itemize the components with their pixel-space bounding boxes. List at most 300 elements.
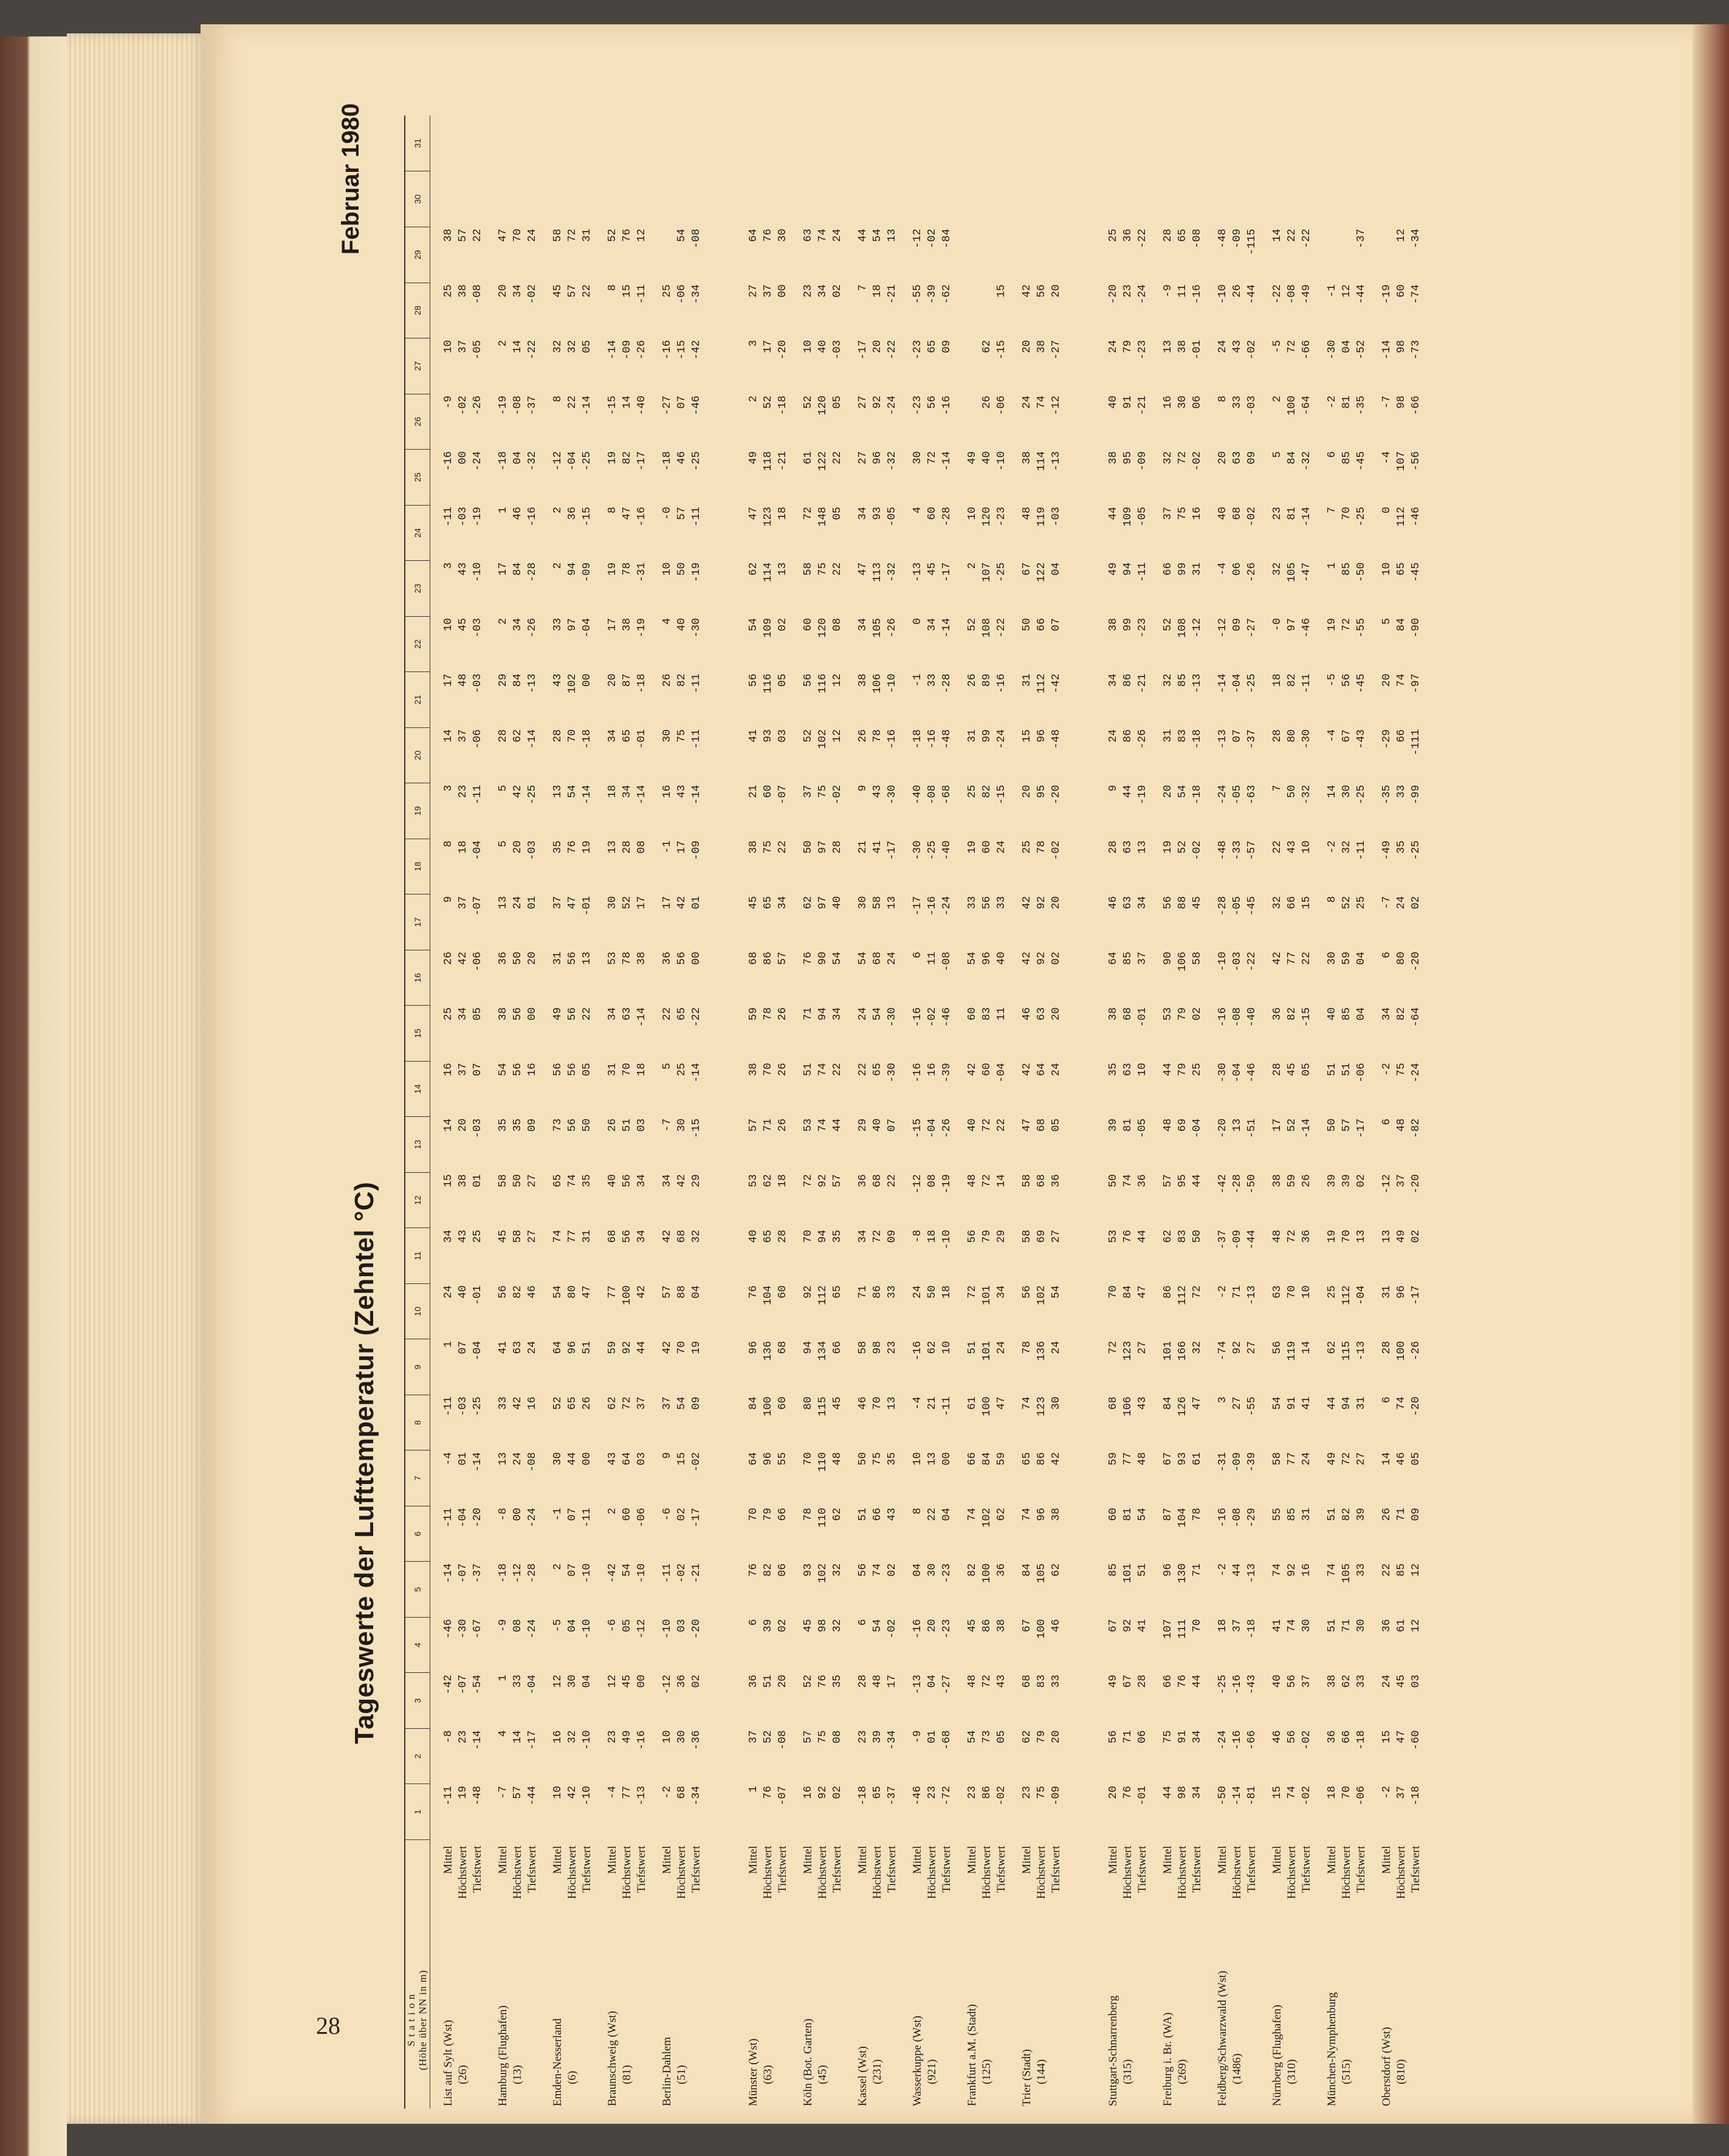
row-label: Höchstwert [675,1845,688,1900]
temperature-cell: 19 [581,840,593,854]
temperature-cell: 62 [831,1508,844,1521]
temperature-cell: 106 [1177,952,1189,972]
temperature-cell: -20 [1410,952,1422,972]
temperature-cell: 54 [871,1007,884,1021]
temperature-cell: 56 [566,952,579,965]
temperature-cell: 45 [926,562,938,576]
temperature-cell: 56 [1021,1285,1033,1299]
page-number: 28 [316,2012,340,2039]
temperature-cell: 48 [1021,507,1033,520]
temperature-cell: 10 [661,1730,673,1744]
temperature-cell: 74 [1122,1174,1134,1187]
temperature-cell: 53 [1162,1007,1174,1021]
temperature-cell: 83 [1036,1674,1048,1688]
temperature-cell: 81 [1122,1118,1134,1132]
temperature-cell: -0 [1271,618,1284,631]
temperature-cell: 12 [1341,284,1353,298]
temperature-cell: 74 [1395,673,1408,687]
temperature-cell: 13 [552,784,564,798]
temperature-cell: 10 [1381,562,1393,576]
temperature-cell: -44 [1246,284,1258,304]
temperature-cell [1409,115,1423,171]
temperature-cell: -17 [912,896,924,916]
row-label: Tiefstwert [1355,1845,1367,1893]
temperature-cell: -26 [1410,1341,1422,1361]
temperature-cell: 08 [831,618,844,631]
temperature-cell: 57 [1341,1118,1353,1132]
temperature-cell: 50 [857,1452,869,1466]
temperature-cell [816,171,830,227]
temperature-cell: 37 [1162,507,1174,520]
temperature-cell [675,115,689,171]
temperature-cell: 23 [802,284,814,298]
temperature-cell: -20 [1410,1396,1422,1416]
temperature-cell: 91 [1177,1730,1189,1744]
temperature-cell: 6 [1381,952,1393,959]
temperature-cell [925,171,940,227]
temperature-cell: 50 [676,562,688,576]
temperature-cell: 01 [472,1174,484,1187]
temperature-cell: 32 [690,1229,703,1243]
temperature-cell: 107 [1162,1619,1174,1639]
temperature-cell: 56 [552,1063,564,1076]
temperature-cell: 112 [1177,1285,1189,1305]
temperature-cell: 42 [1021,896,1033,910]
temperature-cell: -18 [661,451,673,471]
temperature-cell: 46 [1395,1452,1408,1466]
temperature-cell: -08 [941,952,953,972]
temperature-cell: 36 [1122,228,1134,242]
temperature-cell: -84 [941,228,953,249]
temperature-cell: -66 [1246,1730,1258,1750]
temperature-cell: -25 [1410,840,1422,860]
temperature-cell: 84 [1162,1396,1174,1410]
temperature-cell: 09 [690,1396,703,1410]
temperature-cell: -2 [1326,840,1338,854]
temperature-cell: 8 [1217,396,1229,402]
temperature-cell: 80 [1395,952,1408,965]
temperature-cell: -42 [442,1674,455,1695]
row-label: Mittel [661,1845,673,1874]
temperature-cell: -32 [886,451,898,471]
temperature-cell: 22 [566,396,579,409]
temperature-cell: -57 [1246,840,1258,860]
temperature-cell: 17 [497,562,509,576]
temperature-cell: 98 [871,1341,884,1354]
temperature-cell: -16 [941,396,953,416]
temperature-cell: 87 [621,673,633,687]
temperature-cell: 05 [831,396,844,409]
temperature-cell: 34 [636,1174,648,1187]
temperature-cell: 26 [442,952,455,965]
temperature-cell: -19 [690,562,703,582]
temperature-cell: 9 [1107,784,1119,792]
temperature-cell [496,171,510,227]
temperature-cell [1325,227,1339,283]
temperature-cell: -24 [1410,1063,1422,1083]
temperature-cell: 24 [1395,896,1408,910]
temperature-cell: 42 [1021,284,1033,298]
temperature-cell: -16 [526,507,538,527]
temperature-cell: 38 [442,228,455,242]
temperature-cell: 92 [871,396,884,409]
temperature-cell: -68 [941,1730,953,1750]
temperature-cell: 45 [1191,896,1203,910]
temperature-cell: 24 [526,228,538,242]
temperature-cell: -14 [472,1730,484,1750]
temperature-cell: 4 [661,618,673,625]
temperature-cell: 25 [661,284,673,298]
temperature-cell: 05 [995,1730,1008,1744]
temperature-cell: -67 [472,1619,484,1639]
temperature-cell [1034,115,1049,171]
temperature-cell: 54 [566,784,579,798]
temperature-cell: 78 [871,729,884,743]
temperature-cell: 5 [661,1063,673,1070]
station-blank [1299,1931,1314,2109]
temperature-cell: 24 [886,952,898,965]
temperature-cell: 68 [748,952,760,965]
temperature-cell: 30 [777,228,789,242]
temperature-cell: 10 [1136,1063,1149,1076]
temperature-cell: -25 [690,451,703,471]
temperature-cell: 62 [981,340,993,354]
temperature-cell: -7 [661,1118,673,1132]
table-row [980,115,994,2109]
temperature-cell: -04 [472,840,484,860]
temperature-cell: 14 [512,340,524,354]
temperature-cell: 01 [926,1730,938,1744]
temperature-cell: -08 [1231,1508,1243,1528]
temperature-cell: -24 [995,729,1008,749]
temperature-cell: 102 [1036,1285,1048,1305]
temperature-cell: -8 [912,1229,924,1243]
temperature-cell: 72 [1341,618,1353,631]
temperature-cell: 43 [457,1229,469,1243]
temperature-cell [965,283,980,338]
temperature-cell: -12 [661,1674,673,1695]
temperature-cell: 10 [442,618,455,631]
temperature-cell: 2 [1271,396,1284,402]
temperature-cell: 00 [457,451,469,465]
temperature-cell: -46 [1246,1063,1258,1083]
temperature-cell: -11 [442,1785,455,1806]
temperature-cell: 20 [497,284,509,298]
temperature-cell: 24 [1381,1674,1393,1688]
temperature-cell: 44 [1326,1396,1338,1410]
temperature-cell: 49 [1107,562,1119,576]
table-row [816,115,830,2109]
temperature-cell: -11 [690,507,703,527]
temperature-cell: 65 [621,729,633,743]
table-row [441,115,456,2109]
temperature-cell: 38 [497,1007,509,1021]
temperature-cell: 6 [1381,1396,1393,1404]
temperature-cell: 70 [512,228,524,242]
temperature-cell: 41 [1136,1619,1149,1632]
temperature-cell: 71 [1395,1508,1408,1521]
temperature-cell: -46 [442,1619,455,1639]
temperature-cell: 56 [966,1229,978,1243]
temperature-cell [1380,227,1394,283]
temperature-cell: 12 [831,729,844,743]
temperature-cell: 74 [1286,1785,1298,1799]
temperature-cell: 12 [1410,1563,1422,1577]
temperature-cell: 9 [857,784,869,792]
temperature-cell: -22 [1301,228,1313,249]
temperature-cell: 45 [497,1229,509,1243]
temperature-cell: 3 [748,340,760,347]
temperature-cell [1299,115,1314,171]
temperature-cell: 04 [566,1619,579,1632]
temperature-cell: -18 [1191,729,1203,749]
temperature-cell: 44 [566,1452,579,1466]
row-label: Tiefstwert [940,1845,953,1893]
temperature-cell: 62 [748,562,760,576]
temperature-cell: 31 [1301,1508,1313,1521]
temperature-cell: -10 [941,1229,953,1250]
temperature-cell: 9 [442,896,455,903]
temperature-cell: 49 [1107,1674,1119,1688]
temperature-cell: -15 [995,784,1008,805]
temperature-cell: 42 [457,952,469,965]
temperature-cell: -11 [472,784,484,805]
temperature-cell: 40 [1326,1007,1338,1021]
temperature-cell: 42 [676,896,688,910]
station-blank [1135,1931,1150,2109]
temperature-cell: -37 [526,396,538,416]
temperature-cell: 74 [552,1229,564,1243]
temperature-cell: 28 [1136,1674,1149,1688]
temperature-cell: 34 [857,1229,869,1243]
temperature-cell: -34 [886,1730,898,1750]
temperature-cell: -14 [581,396,593,416]
temperature-cell: -06 [472,729,484,749]
temperature-cell: -16 [912,1619,924,1639]
temperature-cell: 34 [457,1007,469,1021]
temperature-cell: 77 [1286,1452,1298,1466]
temperature-cell: 09 [1246,451,1258,465]
temperature-cell [910,171,925,227]
temperature-cell: -11 [442,507,455,527]
temperature-cell: -46 [1410,507,1422,527]
temperature-cell: 0 [1381,507,1393,513]
temperature-cell: 85 [1341,562,1353,576]
temperature-cell: -14 [1301,507,1313,527]
temperature-cell: 55 [1271,1508,1284,1521]
temperature-cell: 31 [1021,673,1033,687]
temperature-cell: 07 [1231,729,1243,743]
station-blank [634,1931,649,2109]
temperature-cell: 2 [552,562,564,569]
temperature-cell: -29 [1246,1508,1258,1528]
temperature-cell: -97 [1410,673,1422,694]
temperature-cell: -02 [1301,1730,1313,1750]
temperature-cell: 74 [1326,1563,1338,1577]
temperature-cell: -02 [995,1785,1008,1806]
temperature-cell: 01 [457,1452,469,1466]
temperature-cell: -40 [636,396,648,416]
temperature-cell: 78 [762,1007,774,1021]
temperature-cell: 83 [1177,729,1189,743]
temperature-cell: 32 [1271,562,1284,576]
temperature-cell: -02 [690,1452,703,1472]
temperature-cell: 20 [512,840,524,854]
temperature-cell: 100 [1395,1341,1408,1361]
temperature-cell: 14 [1326,784,1338,798]
temperature-cell: -111 [1410,729,1422,756]
temperature-cell: 58 [497,1174,509,1187]
temperature-cell: -18 [497,451,509,471]
row-label: Mittel [1161,1845,1174,1874]
temperature-cell: -42 [1217,1174,1229,1194]
temperature-cell [689,115,704,171]
temperature-cell: 10 [966,507,978,520]
temperature-cell: 30 [1177,396,1189,409]
temperature-cell: 3 [1217,1396,1229,1404]
row-label: Tiefstwert [471,1845,484,1893]
temperature-cell: 92 [1122,1619,1134,1632]
temperature-cell: 114 [762,562,774,582]
row-label: Mittel [442,1845,455,1874]
temperature-cell: 38 [857,673,869,687]
day-header: 4 [405,1617,430,1673]
temperature-cell: 17 [607,618,619,631]
temperature-cell: -19 [472,507,484,527]
temperature-cell: 25 [1355,896,1367,910]
temperature-cell: 23 [966,1785,978,1799]
temperature-cell: -16 [1191,284,1203,304]
temperature-cell: -03 [831,340,844,360]
temperature-cell: 18 [941,1285,953,1299]
station-height: (810) [1395,2059,1408,2084]
table-row [1135,115,1150,2109]
temperature-cell: 136 [762,1341,774,1361]
temperature-cell: 10 [661,562,673,576]
temperature-cell: 79 [762,1508,774,1521]
temperature-cell: 97 [1286,618,1298,631]
row-label: Höchstwert [761,1845,774,1900]
temperature-cell: 20 [871,340,884,354]
temperature-cell: 13 [1355,1229,1367,1243]
temperature-cell: -48 [472,1785,484,1806]
temperature-cell: 62 [1341,1674,1353,1688]
temperature-cell: 18 [1271,673,1284,687]
temperature-cell: 56 [1286,1674,1298,1688]
temperature-cell: 111 [1177,1619,1189,1639]
temperature-cell [965,227,980,283]
temperature-cell: 107 [1395,451,1408,471]
temperature-cell: -63 [1246,784,1258,805]
temperature-cell: 67 [1162,1452,1174,1466]
temperature-cell: 94 [1341,1396,1353,1410]
temperature-cell: 20 [1217,451,1229,465]
temperature-cell: 38 [1107,1007,1119,1021]
temperature-cell: -06 [676,284,688,304]
temperature-cell: -64 [1301,396,1313,416]
temperature-cell: 57 [661,1285,673,1299]
temperature-cell: 43 [552,673,564,687]
temperature-cell [746,115,761,171]
temperature-cell: 44 [857,228,869,242]
temperature-cell: 62 [802,896,814,910]
temperature-cell: 52 [966,618,978,631]
table-row [1034,115,1049,2109]
temperature-cell: 34 [1381,1007,1393,1021]
temperature-cell [525,171,540,227]
temperature-cell: 98 [817,1619,829,1632]
temperature-cell: 72 [1191,1285,1203,1299]
temperature-cell: 17 [676,840,688,854]
temperature-cell: 36 [995,1563,1008,1577]
temperature-cell: 85 [1122,952,1134,965]
temperature-cell: -39 [926,284,938,304]
temperature-cell: 13 [497,896,509,910]
temperature-cell: 92 [817,1785,829,1799]
temperature-cell: 62 [926,1341,938,1354]
temperature-cell [1121,171,1135,227]
temperature-cell [910,115,925,171]
row-label: Mittel [1216,1845,1229,1874]
temperature-cell: -22 [886,340,898,360]
temperature-cell: -42 [690,340,703,360]
temperature-cell: 29 [995,1229,1008,1243]
temperature-cell: 72 [871,1229,884,1243]
temperature-cell [1325,115,1339,171]
temperature-cell: 74 [1395,1396,1408,1410]
temperature-cell: 63 [512,1341,524,1354]
temperature-cell: 68 [1036,1174,1048,1187]
temperature-cell: 21 [748,784,760,798]
temperature-cell: 56 [1286,1730,1298,1744]
temperature-cell: -18 [777,396,789,416]
temperature-cell: 27 [748,284,760,298]
temperature-cell: 70 [802,1452,814,1466]
temperature-cell: 56 [748,673,760,687]
temperature-cell: 05 [1050,1118,1062,1132]
temperature-cell: 31 [966,729,978,743]
table-row [1394,115,1409,2109]
table-row [660,115,675,2109]
temperature-cell: 38 [1050,1508,1062,1521]
temperature-cell: 20 [1050,1007,1062,1021]
temperature-cell: -24 [1217,1730,1229,1750]
temperature-cell [660,227,675,283]
station-name: München-Nymphenburg [1325,1992,1338,2106]
temperature-cell: 76 [1177,1674,1189,1688]
temperature-cell: 13 [1136,840,1149,854]
temperature-cell: -10 [472,562,484,582]
temperature-cell: 50 [1286,784,1298,798]
temperature-cell: 20 [1050,1730,1062,1744]
temperature-cell [1215,171,1230,227]
temperature-cell: 77 [1286,952,1298,965]
temperature-cell: 96 [566,1341,579,1354]
temperature-cell: -11 [690,729,703,749]
temperature-cell: 34 [1107,673,1119,687]
temperature-cell: -26 [636,340,648,360]
temperature-cell: 95 [1177,1174,1189,1187]
temperature-cell: 95 [1036,784,1048,798]
temperature-cell: 56 [1036,284,1048,298]
temperature-cell: -09 [1136,451,1149,471]
temperature-cell: 38 [1107,451,1119,465]
temperature-cell: 39 [871,1730,884,1744]
temperature-cell: -20 [1050,784,1062,805]
temperature-cell: -10 [581,1785,593,1806]
temperature-cell: 72 [1341,1452,1353,1466]
temperature-cell: 68 [871,1174,884,1187]
